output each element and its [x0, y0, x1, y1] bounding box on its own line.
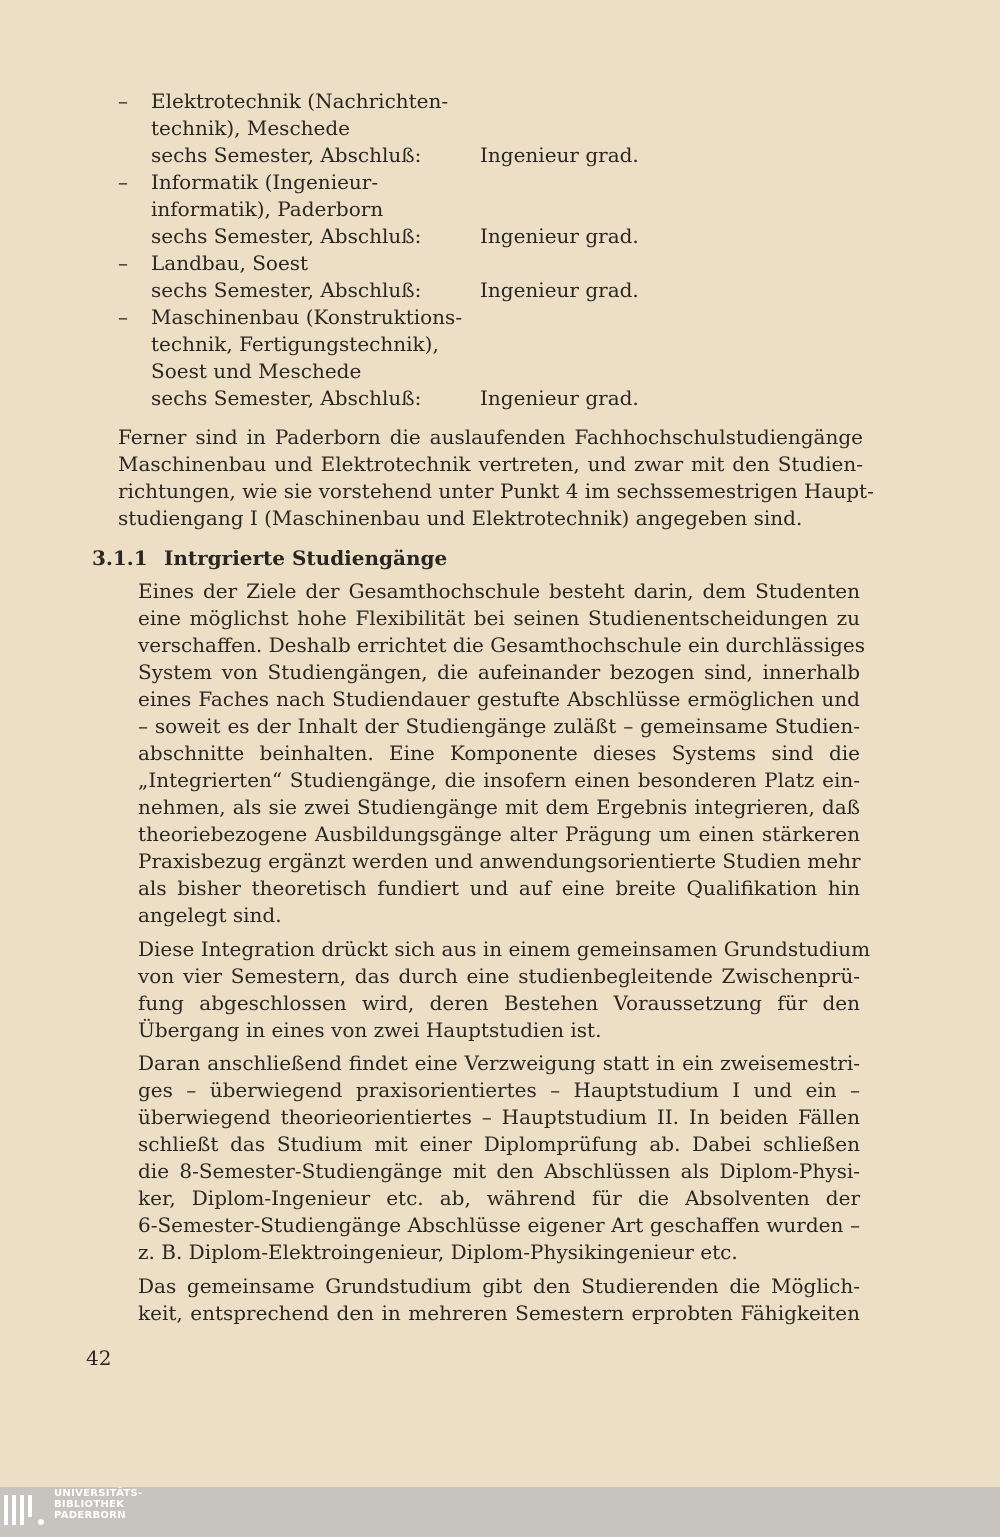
list-item [118, 250, 678, 304]
section-title: Intrgrierte Studiengänge [164, 546, 448, 570]
degree-text: Ingenieur grad. [480, 143, 639, 167]
text-line: richtungen, wie sie vorstehend unter Punkt 4 im sechssemestrigen Haupt- [118, 479, 874, 503]
list-item [118, 88, 678, 169]
degree-text: Ingenieur grad. [480, 278, 639, 302]
degree-text: Ingenieur grad. [480, 386, 639, 410]
text-line: Diese Integration drückt sich aus in einem gemeinsamen Grundstudium [138, 937, 871, 961]
duration-text: sechs Semester, Abschluß: [151, 143, 422, 167]
text-line: überwiegend theorieorientiertes – Hauptstudium II. In beiden Fällen [138, 1105, 860, 1129]
text-line: fung abgeschlossen wird, deren Bestehen Voraussetzung für den [138, 991, 860, 1015]
text-line: Maschinenbau und Elektrotechnik vertreten, und zwar mit den Studien- [118, 452, 863, 476]
text-line: eine möglichst hohe Flexibilität bei seinen Studienentscheidungen zu [138, 606, 860, 630]
paragraph-4 [138, 1273, 860, 1327]
text-line: keit, entsprechend den in mehreren Semestern erprobten Fähigkeiten [138, 1301, 860, 1325]
program-name-line: Soest und Meschede [151, 359, 362, 383]
program-name-line: technik, Fertigungstechnik), [151, 332, 439, 356]
text-line: – soweit es der Inhalt der Studiengänge zuläßt – gemeinsame Studien- [138, 714, 860, 738]
list-dash: – [118, 170, 128, 194]
university-library-logo[interactable] [0, 1487, 143, 1537]
list-dash: – [118, 251, 128, 275]
text-line: studiengang I (Maschinenbau und Elektrotechnik) angegeben sind. [118, 506, 803, 530]
text-line: ker, Diplom-Ingenieur etc. ab, während für die Absolventen der [138, 1186, 860, 1210]
text-line: Daran anschließend findet eine Verzweigung statt in ein zweisemestri- [138, 1051, 860, 1075]
duration-text: sechs Semester, Abschluß: [151, 224, 422, 248]
intro-paragraph [118, 424, 874, 532]
duration-text: sechs Semester, Abschluß: [151, 278, 422, 302]
text-line: ges – überwiegend praxisorientiertes – Hauptstudium I und ein – [138, 1078, 860, 1102]
text-line: abschnitte beinhalten. Eine Komponente dieses Systems sind die [138, 741, 860, 765]
text-line: von vier Semestern, das durch eine studienbegleitende Zwischenprü- [138, 964, 860, 988]
text-line: angelegt sind. [138, 903, 282, 927]
text-line: Das gemeinsame Grundstudium gibt den Studierenden die Möglich- [138, 1274, 860, 1298]
text-line: schließt das Studium mit einer Diplomprüfung ab. Dabei schließen [138, 1132, 860, 1156]
logo-text [54, 1488, 143, 1521]
duration-text: sechs Semester, Abschluß: [151, 386, 422, 410]
degree-text: Ingenieur grad. [480, 224, 639, 248]
text-line: nehmen, als sie zwei Studiengänge mit dem Ergebnis integrieren, daß [138, 795, 860, 819]
text-line: die 8-Semester-Studiengänge mit den Abschlüssen als Diplom-Physi- [138, 1159, 860, 1183]
text-line: Eines der Ziele der Gesamthochschule besteht darin, dem Studenten [138, 579, 860, 603]
program-name-line: Elektrotechnik (Nachrichten- [151, 89, 449, 113]
program-name-line: informatik), Paderborn [151, 197, 384, 221]
library-footer [0, 1487, 1000, 1537]
text-line: Übergang in eines von zwei Hauptstudien ist. [138, 1018, 602, 1042]
program-name-line: Informatik (Ingenieur- [151, 170, 379, 194]
degree-program-list [118, 88, 678, 412]
text-line: z. B. Diplom-Elektroingenieur, Diplom-Physikingenieur etc. [138, 1240, 738, 1264]
text-line: verschaffen. Deshalb errichtet die Gesamthochschule ein durchlässiges [138, 633, 865, 657]
page-number: 42 [86, 1346, 112, 1370]
program-name-line: Landbau, Soest [151, 251, 309, 275]
paragraph-2 [138, 936, 871, 1044]
logo-line: BIBLIOTHEK [54, 1499, 125, 1510]
text-line: eines Faches nach Studiendauer gestufte Abschlüsse ermöglichen und [138, 687, 860, 711]
list-item [118, 169, 678, 250]
text-line: als bisher theoretisch fundiert und auf eine breite Qualifikation hin [138, 876, 860, 900]
duration-row [151, 277, 678, 304]
text-line: System von Studiengängen, die aufeinander bezogen sind, innerhalb [138, 660, 860, 684]
text-line: Praxisbezug ergänzt werden und anwendungsorientierte Studien mehr [138, 849, 861, 873]
text-line: theoriebezogene Ausbildungsgänge alter Prägung um einen stärkeren [138, 822, 860, 846]
text-line: 6-Semester-Studiengänge Abschlüsse eigener Art geschaffen wurden – [138, 1213, 860, 1237]
program-name-line: technik), Meschede [151, 116, 351, 140]
section-number: 3.1.1 [92, 546, 148, 570]
paragraph-1 [138, 578, 865, 929]
section-heading [92, 545, 447, 572]
list-dash: – [118, 89, 128, 113]
program-name-line: Maschinenbau (Konstruktions- [151, 305, 463, 329]
logo-line: PADERBORN [54, 1510, 126, 1521]
duration-row [151, 223, 678, 250]
text-line: Ferner sind in Paderborn die auslaufenden Fachhochschulstudiengänge [118, 425, 863, 449]
paragraph-3 [138, 1050, 860, 1266]
logo-line: UNIVERSITÄTS- [54, 1488, 143, 1499]
list-item [118, 304, 678, 412]
text-line: „Integrierten“ Studiengänge, die insofern einen besonderen Platz ein- [138, 768, 860, 792]
duration-row [151, 385, 678, 412]
duration-row [151, 142, 678, 169]
list-dash: – [118, 305, 128, 329]
